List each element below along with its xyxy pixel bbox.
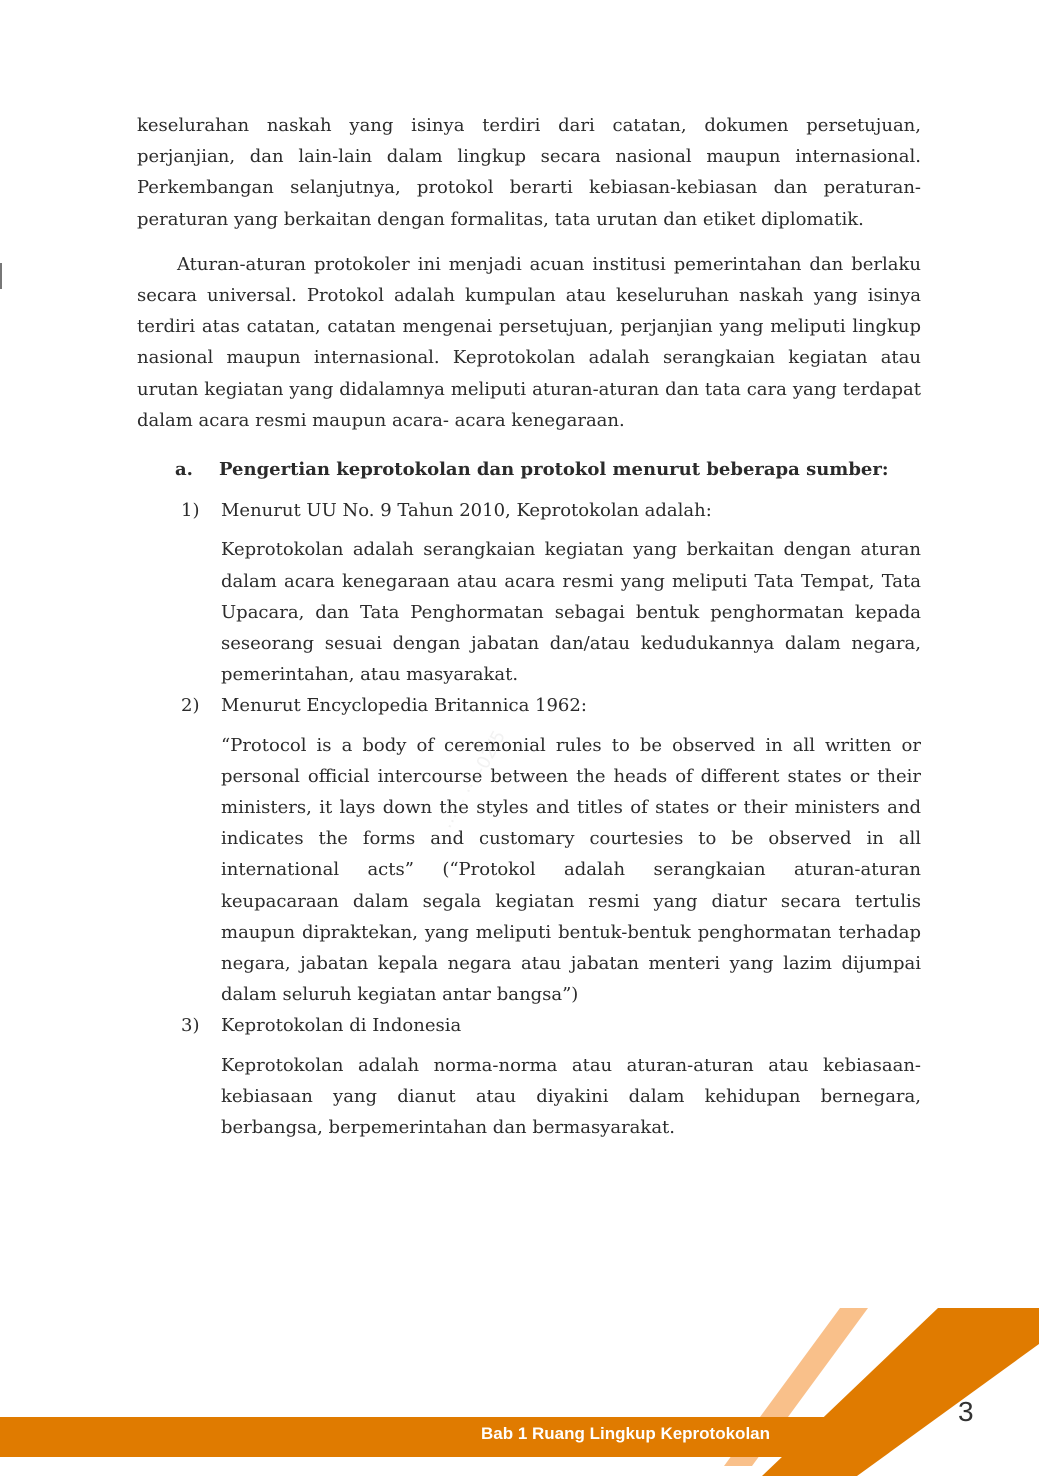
paragraph-2: Aturan-aturan protokoler ini menjadi acuan institusi pemerintahan dan berlaku secara universal. Protokol adalah kumpulan atau keseluruhan naskah yang isinya terdiri atas catatan, catatan mengenai persetujuan, perjanjian yang meliputi lingkup nasional maupun internasional. Keprotokolan adalah serangkaian kegiatan atau urutan kegiatan yang didalamnya meliputi aturan-aturan dan tata cara yang terdapat dalam acara resmi maupun acara- acara kenegaraan. xyxy=(137,253,921,431)
section-title: Pengertian keprotokolan dan protokol menurut beberapa sumber: xyxy=(219,459,889,481)
item-number: 2) xyxy=(181,695,200,717)
watermark: ··· ·· ··· -02/5 xyxy=(439,727,510,834)
paragraph-1: keselurahan naskah yang isinya terdiri dari catatan, dokumen persetujuan, perjanjian, dan lain-lain dalam lingkup secara nasional maupun internasional. Perkembangan selanjutnya, protokol berarti kebiasan-kebiasan dan peraturan-peraturan yang berkaitan dengan formalitas, tata urutan dan etiket diplomatik. xyxy=(137,115,921,230)
chapter-title: Bab 1 Ruang Lingkup Keprotokolan xyxy=(481,1424,771,1443)
item-title: Menurut Encyclopedia Britannica 1962: xyxy=(221,695,587,717)
section-label: a. xyxy=(175,459,193,481)
page-number: 3 xyxy=(958,1396,974,1427)
item-title: Keprotokolan di Indonesia xyxy=(221,1015,462,1037)
item-title: Menurut UU No. 9 Tahun 2010, Keprotokolan adalah: xyxy=(221,500,712,522)
item-body: “Protocol is a body of ceremonial rules to be observed in all written or personal official intercourse between the heads of different states or their ministers, it lays down the styles and titles of states or their ministers and indicates the forms and customary courtesies to be observed in all international acts” (“Protokol adalah serangkaian aturan-aturan keupacaraan dalam segala kegiatan resmi yang diatur secara tertulis maupun dipraktekan, yang meliputi bentuk-bentuk penghormatan terhadap negara, jabatan kepala negara atau jabatan menteri yang lazim dijumpai dalam seluruh kegiatan antar bangsa”) xyxy=(221,734,921,1006)
item-body: Keprotokolan adalah serangkaian kegiatan yang berkaitan dengan aturan dalam acara kenegaraan atau acara resmi yang meliputi Tata Tempat, Tata Upacara, dan Tata Penghormatan sebagai bentuk penghormatan kepada seseorang sesuai dengan jabatan dan/atau kedudukannya dalam negara, pemerintahan, atau masyarakat. xyxy=(221,539,921,686)
item-body: Keprotokolan adalah norma-norma atau aturan-aturan atau kebiasaan-kebiasaan yang dianut atau diyakini dalam kehidupan bernegara, berbangsa, berpemerintahan dan bermasyarakat. xyxy=(221,1054,921,1139)
item-number: 3) xyxy=(181,1015,200,1037)
item-number: 1) xyxy=(181,500,200,522)
